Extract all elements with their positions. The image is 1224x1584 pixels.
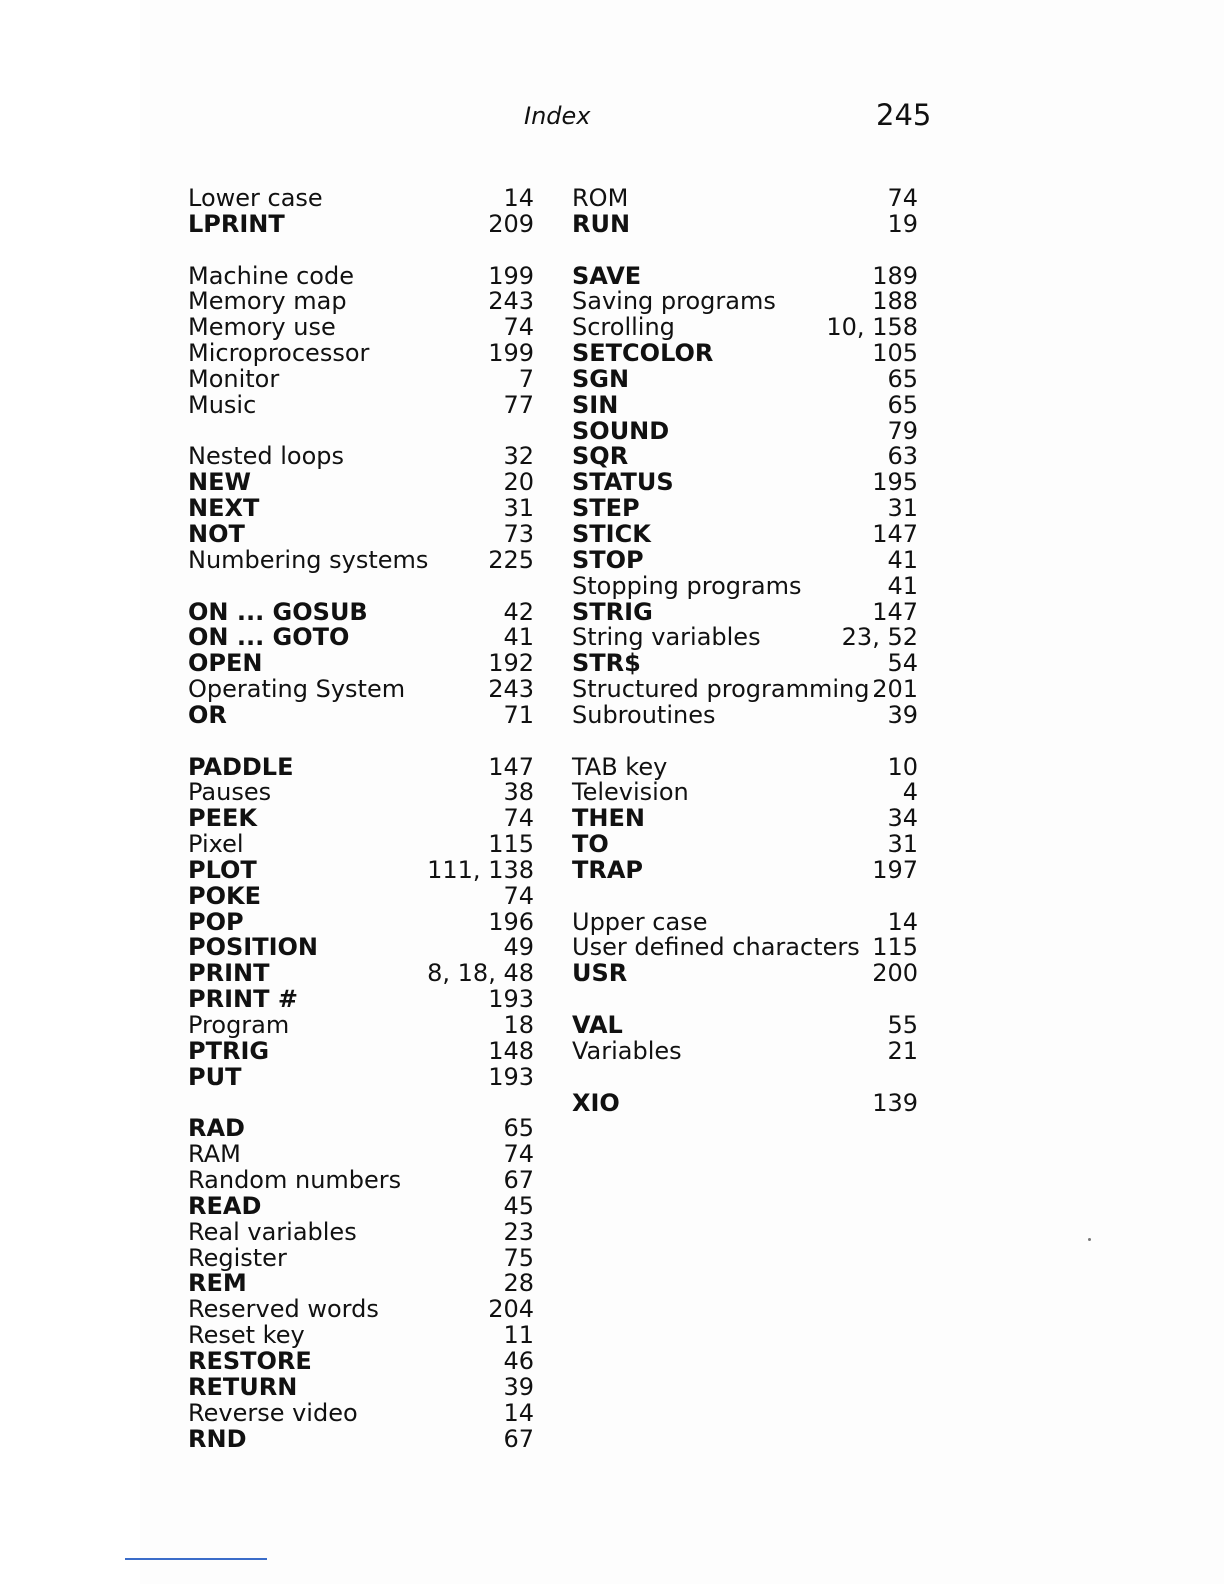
index-page-refs: 39	[503, 1372, 534, 1401]
index-entry	[188, 677, 534, 703]
index-page-refs: 45	[503, 1191, 534, 1220]
index-term: Scrolling	[572, 313, 675, 342]
index-page-refs: 31	[887, 494, 918, 523]
index-page-refs: 67	[503, 1424, 534, 1453]
index-entry	[572, 341, 918, 367]
index-page-refs: 46	[503, 1346, 534, 1375]
index-entry	[188, 289, 534, 315]
index-entry	[188, 752, 534, 781]
index-term: SETCOLOR	[572, 339, 714, 368]
index-entry	[188, 881, 534, 910]
index-entry	[572, 961, 918, 987]
index-term: LPRINT	[188, 209, 285, 238]
index-entry	[188, 1191, 534, 1220]
index-entry	[188, 1217, 534, 1246]
index-page-refs: 23	[503, 1217, 534, 1246]
index-page-refs: 188	[872, 287, 918, 316]
index-page-refs: 115	[872, 933, 918, 962]
index-term: STICK	[572, 519, 651, 548]
index-term: RETURN	[188, 1372, 298, 1401]
index-entry	[188, 987, 534, 1013]
index-entry	[188, 261, 534, 290]
index-term: Pixel	[188, 830, 244, 859]
scan-margin	[0, 0, 140, 1584]
index-entry	[188, 1036, 534, 1065]
index-term: PUT	[188, 1062, 242, 1091]
index-page-refs: 65	[503, 1114, 534, 1143]
index-term: Subroutines	[572, 700, 716, 729]
index-term: Structured programming	[572, 675, 870, 704]
index-entry	[188, 961, 534, 987]
index-term: Memory use	[188, 313, 336, 342]
index-page-refs: 49	[503, 933, 534, 962]
index-term: PTRIG	[188, 1036, 270, 1065]
index-page-refs: 34	[887, 804, 918, 833]
index-entry	[572, 496, 918, 522]
index-page-refs: 11	[503, 1321, 534, 1350]
index-page-refs: 67	[503, 1166, 534, 1195]
index-entry	[188, 1142, 534, 1168]
index-page-refs: 41	[503, 623, 534, 652]
index-entry	[572, 806, 918, 832]
index-page-refs: 225	[488, 545, 534, 574]
index-page-refs: 189	[872, 261, 918, 290]
index-page-refs: 8, 18, 48	[427, 959, 534, 988]
index-term: Upper case	[572, 907, 708, 936]
index-entry	[572, 651, 918, 677]
index-term: PEEK	[188, 804, 257, 833]
index-term: NEXT	[188, 494, 260, 523]
index-entry	[572, 364, 918, 393]
index-entry	[188, 597, 534, 626]
index-term: ROM	[572, 184, 629, 212]
scan-speck	[1088, 1238, 1091, 1241]
index-entry	[572, 571, 918, 600]
index-term: Memory map	[188, 287, 347, 316]
index-term: NEW	[188, 468, 251, 497]
index-term: USR	[572, 959, 628, 988]
index-page-refs: 115	[488, 830, 534, 859]
index-term: Saving programs	[572, 287, 776, 316]
index-entry	[188, 832, 534, 858]
index-entry	[188, 315, 534, 341]
index-term: Microprocessor	[188, 339, 370, 368]
index-term: Real variables	[188, 1217, 357, 1246]
index-page-refs: 75	[503, 1243, 534, 1272]
index-term: RAM	[188, 1140, 241, 1169]
index-entry	[188, 1297, 534, 1323]
index-term: PLOT	[188, 855, 257, 884]
index-entry	[188, 806, 534, 832]
index-entry	[188, 364, 534, 393]
index-entry	[188, 209, 534, 238]
index-page-refs: 41	[887, 571, 918, 600]
index-entry	[188, 625, 534, 651]
index-page-refs: 32	[503, 442, 534, 471]
index-entry	[572, 700, 918, 729]
index-page-refs: 19	[887, 209, 918, 238]
index-page-refs: 74	[887, 184, 918, 212]
index-term: NOT	[188, 519, 245, 548]
index-page-refs: 14	[887, 907, 918, 936]
index-page-refs: 204	[488, 1295, 534, 1324]
index-page-refs: 74	[503, 313, 534, 342]
index-page-refs: 31	[503, 494, 534, 523]
index-term: RUN	[572, 209, 631, 238]
index-term: RAD	[188, 1114, 245, 1143]
index-entry	[188, 390, 534, 419]
index-page-refs: 38	[503, 778, 534, 807]
index-entry	[572, 597, 918, 626]
index-term: Register	[188, 1243, 287, 1272]
index-page-refs: 31	[887, 830, 918, 859]
index-entry	[572, 390, 918, 419]
index-entry	[572, 416, 918, 445]
index-entry	[572, 209, 918, 238]
index-entry	[188, 1372, 534, 1401]
index-entry	[572, 315, 918, 341]
index-page-refs: 77	[503, 390, 534, 419]
index-page-refs: 193	[488, 985, 534, 1014]
index-page-refs: 74	[503, 881, 534, 910]
index-entry	[188, 1424, 534, 1453]
index-term: THEN	[572, 804, 645, 833]
index-page-refs: 20	[503, 468, 534, 497]
index-term: Random numbers	[188, 1166, 402, 1195]
index-entry	[188, 651, 534, 677]
index-column-left	[188, 186, 534, 1452]
index-page-refs: 147	[872, 519, 918, 548]
index-term: POKE	[188, 881, 261, 910]
index-page	[140, 0, 1224, 1584]
index-page-refs: 14	[503, 184, 534, 212]
index-page-refs: 209	[488, 209, 534, 238]
index-page-refs: 65	[887, 390, 918, 419]
index-entry	[188, 1062, 534, 1091]
index-entry	[188, 700, 534, 729]
index-term: String variables	[572, 623, 761, 652]
index-term: PRINT	[188, 959, 270, 988]
index-term: SQR	[572, 442, 629, 471]
index-page-refs: 41	[887, 545, 918, 574]
index-term: VAL	[572, 1011, 623, 1039]
index-term: READ	[188, 1191, 262, 1220]
index-entry	[572, 261, 918, 290]
index-entry	[188, 545, 534, 574]
index-page-refs: 243	[488, 675, 534, 704]
index-term: Television	[572, 778, 689, 807]
index-entry	[188, 1323, 534, 1349]
index-entry	[572, 780, 918, 806]
index-term: RND	[188, 1424, 247, 1453]
index-page-refs: 79	[887, 416, 918, 445]
index-term: User defined characters	[572, 933, 860, 962]
index-term: SIN	[572, 390, 619, 419]
index-page-refs: 7	[518, 364, 534, 393]
index-page-refs: 201	[872, 675, 918, 704]
index-page-refs: 39	[887, 700, 918, 729]
index-term: Machine code	[188, 261, 354, 290]
index-term: REM	[188, 1269, 247, 1298]
index-page-refs: 105	[872, 339, 918, 368]
index-page-refs: 4	[902, 778, 918, 807]
index-page-refs: 243	[488, 287, 534, 316]
index-term: STEP	[572, 494, 640, 523]
index-term: SAVE	[572, 261, 642, 290]
index-page-refs: 197	[872, 855, 918, 884]
index-entry	[572, 677, 918, 703]
index-entry	[572, 855, 918, 884]
index-term: Variables	[572, 1036, 682, 1065]
index-term: STATUS	[572, 468, 674, 497]
index-term: Operating System	[188, 675, 406, 704]
index-page-refs: 63	[887, 442, 918, 471]
index-page-refs: 199	[488, 339, 534, 368]
page-number: 245	[876, 98, 932, 132]
index-term: PADDLE	[188, 752, 294, 781]
index-entry	[572, 1036, 918, 1065]
index-term: POP	[188, 907, 244, 936]
index-term: ON ... GOTO	[188, 623, 350, 652]
index-page-refs: 42	[503, 597, 534, 626]
index-page-refs: 55	[887, 1011, 918, 1039]
index-term: OR	[188, 700, 227, 729]
index-entry	[572, 935, 918, 961]
index-entry	[572, 625, 918, 651]
index-page-refs: 28	[503, 1269, 534, 1298]
index-entry	[572, 289, 918, 315]
index-entry	[572, 545, 918, 574]
index-term: Lower case	[188, 184, 323, 212]
index-page-refs: 139	[872, 1088, 918, 1117]
index-entry	[572, 444, 918, 470]
index-term: Nested loops	[188, 442, 345, 471]
index-entry	[188, 341, 534, 367]
index-term: OPEN	[188, 649, 263, 678]
index-page-refs: 23, 52	[841, 623, 918, 652]
index-entry	[188, 1168, 534, 1194]
index-page-refs: 10	[887, 752, 918, 781]
running-head-title: Index	[524, 102, 591, 130]
index-entry	[188, 1346, 534, 1375]
index-term: Reverse video	[188, 1398, 358, 1427]
index-term: STRIG	[572, 597, 653, 626]
index-page-refs: 54	[887, 649, 918, 678]
index-page-refs: 74	[503, 1140, 534, 1169]
index-term: PRINT #	[188, 985, 298, 1014]
index-page-refs: 10, 158	[826, 313, 918, 342]
index-entry	[572, 1013, 918, 1039]
index-term: Music	[188, 390, 257, 419]
index-page-refs: 111, 138	[427, 855, 534, 884]
index-entry	[572, 907, 918, 936]
index-page-refs: 200	[872, 959, 918, 988]
index-entry	[572, 752, 918, 781]
index-page-refs: 73	[503, 519, 534, 548]
index-entry	[188, 935, 534, 961]
index-term: Program	[188, 1011, 290, 1039]
index-page-refs: 71	[503, 700, 534, 729]
index-entry	[572, 519, 918, 548]
index-term: Pauses	[188, 778, 272, 807]
index-page-refs: 192	[488, 649, 534, 678]
index-page-refs: 74	[503, 804, 534, 833]
index-entry	[188, 1398, 534, 1427]
index-page-refs: 18	[503, 1011, 534, 1039]
index-entry	[188, 496, 534, 522]
index-entry	[572, 470, 918, 496]
index-term: Monitor	[188, 364, 280, 393]
index-term: RESTORE	[188, 1346, 312, 1375]
index-page-refs: 199	[488, 261, 534, 290]
index-page-refs: 147	[488, 752, 534, 781]
index-page-refs: 148	[488, 1036, 534, 1065]
index-entry	[188, 780, 534, 806]
index-term: TAB key	[572, 752, 668, 781]
index-term: Stopping programs	[572, 571, 802, 600]
index-term: SGN	[572, 364, 630, 393]
index-term: XIO	[572, 1088, 620, 1117]
index-column-right	[572, 186, 918, 1116]
index-term: ON ... GOSUB	[188, 597, 368, 626]
index-entry	[572, 832, 918, 858]
index-entry	[188, 1243, 534, 1272]
index-term: Reserved words	[188, 1295, 379, 1324]
index-page-refs: 193	[488, 1062, 534, 1091]
index-entry	[188, 444, 534, 470]
index-page-refs: 196	[488, 907, 534, 936]
index-page-refs: 65	[887, 364, 918, 393]
index-term: SOUND	[572, 416, 670, 445]
scan-edge-line	[125, 1558, 267, 1560]
running-head	[140, 98, 1224, 138]
index-entry	[188, 1116, 534, 1142]
index-entry	[572, 1088, 918, 1117]
index-entry	[572, 186, 918, 212]
index-entry	[188, 1013, 534, 1039]
index-term: STR$	[572, 649, 641, 678]
index-entry	[188, 1271, 534, 1297]
index-term: POSITION	[188, 933, 318, 962]
index-entry	[188, 855, 534, 884]
index-page-refs: 21	[887, 1036, 918, 1065]
index-term: TRAP	[572, 855, 644, 884]
index-term: STOP	[572, 545, 644, 574]
index-entry	[188, 907, 534, 936]
index-page-refs: 14	[503, 1398, 534, 1427]
index-page-refs: 195	[872, 468, 918, 497]
index-entry	[188, 186, 534, 212]
index-page-refs: 147	[872, 597, 918, 626]
index-term: TO	[572, 830, 609, 859]
index-term: Reset key	[188, 1321, 305, 1350]
index-term: Numbering systems	[188, 545, 429, 574]
index-entry	[188, 470, 534, 496]
index-entry	[188, 519, 534, 548]
